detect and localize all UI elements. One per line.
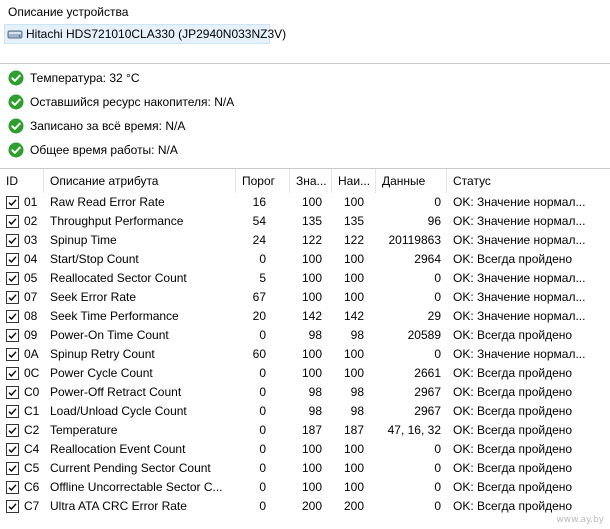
attribute-id: C0 — [24, 385, 40, 399]
threshold-cell: 67 — [252, 290, 266, 304]
raw-data-cell: 96 — [427, 214, 441, 228]
value-cell: 100 — [301, 195, 322, 209]
threshold-cell: 16 — [252, 195, 266, 209]
column-header-worst[interactable]: Наи... — [332, 169, 376, 193]
hard-drive-icon — [7, 26, 23, 42]
status-cell: OK: Всегда пройдено — [453, 461, 573, 475]
status-cell: OK: Всегда пройдено — [453, 328, 573, 342]
row-checkbox[interactable] — [6, 348, 19, 361]
table-row[interactable] — [0, 364, 610, 383]
value-cell: 100 — [301, 271, 322, 285]
raw-data-cell: 0 — [434, 499, 441, 513]
attribute-id: C6 — [24, 480, 40, 494]
raw-data-cell: 0 — [434, 290, 441, 304]
threshold-cell: 0 — [259, 328, 266, 342]
worst-cell: 100 — [343, 480, 364, 494]
value-cell: 100 — [301, 290, 322, 304]
attribute-name: Seek Error Rate — [50, 290, 137, 304]
checkmark-icon — [7, 254, 18, 265]
value-cell: 98 — [308, 385, 322, 399]
attribute-id: C2 — [24, 423, 40, 437]
row-checkbox[interactable] — [6, 367, 19, 380]
worst-cell: 98 — [350, 385, 364, 399]
worst-cell: 200 — [343, 499, 364, 513]
attribute-name: Raw Read Error Rate — [50, 195, 165, 209]
checkmark-icon — [7, 425, 18, 436]
attribute-name: Spinup Retry Count — [50, 347, 155, 361]
attribute-id: C5 — [24, 461, 40, 475]
status-cell: OK: Всегда пройдено — [453, 404, 573, 418]
checkmark-icon — [7, 330, 18, 341]
value-cell: 98 — [308, 328, 322, 342]
threshold-cell: 24 — [252, 233, 266, 247]
value-cell: 100 — [301, 252, 322, 266]
status-item-total-uptime — [8, 141, 178, 159]
table-row[interactable] — [0, 345, 610, 364]
raw-data-cell: 0 — [434, 271, 441, 285]
checkmark-icon — [7, 197, 18, 208]
checkmark-icon — [7, 216, 18, 227]
column-header-threshold[interactable]: Порог — [236, 169, 290, 193]
table-row[interactable] — [0, 497, 610, 516]
raw-data-cell: 0 — [434, 195, 441, 209]
threshold-cell: 0 — [259, 404, 266, 418]
table-row[interactable] — [0, 459, 610, 478]
checkmark-icon — [7, 311, 18, 322]
attribute-name: Throughput Performance — [50, 214, 184, 228]
value-cell: 100 — [301, 461, 322, 475]
table-row[interactable] — [0, 383, 610, 402]
checkmark-icon — [7, 387, 18, 398]
worst-cell: 100 — [343, 195, 364, 209]
ok-green-check-icon — [8, 94, 24, 110]
table-row[interactable] — [0, 212, 610, 231]
attribute-id: 02 — [24, 214, 38, 228]
threshold-cell: 0 — [259, 252, 266, 266]
raw-data-cell: 29 — [427, 309, 441, 323]
smart-attributes-table — [0, 169, 610, 529]
attribute-id: 08 — [24, 309, 38, 323]
status-text: Температура: 32 °C — [30, 71, 140, 85]
attribute-id: 04 — [24, 252, 38, 266]
status-cell: OK: Всегда пройдено — [453, 442, 573, 456]
status-cell: OK: Всегда пройдено — [453, 480, 573, 494]
checkmark-icon — [7, 444, 18, 455]
row-checkbox[interactable] — [6, 329, 19, 342]
row-checkbox[interactable] — [6, 291, 19, 304]
checkmark-icon — [7, 368, 18, 379]
row-checkbox[interactable] — [6, 443, 19, 456]
value-cell: 100 — [301, 480, 322, 494]
checkmark-icon — [7, 406, 18, 417]
value-cell: 142 — [301, 309, 322, 323]
ok-green-check-icon — [8, 70, 24, 86]
raw-data-cell: 0 — [434, 461, 441, 475]
raw-data-cell: 0 — [434, 347, 441, 361]
table-row[interactable] — [0, 478, 610, 497]
raw-data-cell: 2967 — [414, 385, 441, 399]
attribute-name: Seek Time Performance — [50, 309, 179, 323]
status-cell: OK: Значение нормал... — [453, 271, 586, 285]
worst-cell: 142 — [343, 309, 364, 323]
status-cell: OK: Значение нормал... — [453, 347, 586, 361]
column-header-attribute[interactable]: Описание атрибута — [44, 169, 236, 193]
ok-green-check-icon — [8, 142, 24, 158]
table-row[interactable] — [0, 193, 610, 212]
attribute-id: 0A — [24, 347, 39, 361]
value-cell: 200 — [301, 499, 322, 513]
worst-cell: 100 — [343, 347, 364, 361]
status-cell: OK: Значение нормал... — [453, 233, 586, 247]
value-cell: 135 — [301, 214, 322, 228]
value-cell: 100 — [301, 442, 322, 456]
threshold-cell: 0 — [259, 423, 266, 437]
row-checkbox[interactable] — [6, 272, 19, 285]
attribute-name: Spinup Time — [50, 233, 117, 247]
attribute-name: Temperature — [50, 423, 118, 437]
raw-data-cell: 2661 — [414, 366, 441, 380]
attribute-id: 01 — [24, 195, 38, 209]
status-cell: OK: Значение нормал... — [453, 290, 586, 304]
checkmark-icon — [7, 235, 18, 246]
ok-green-check-icon — [8, 118, 24, 134]
checkmark-icon — [7, 501, 18, 512]
status-cell: OK: Значение нормал... — [453, 214, 586, 228]
column-header-status[interactable]: Статус — [453, 174, 491, 188]
status-cell: OK: Всегда пройдено — [453, 252, 573, 266]
table-row[interactable] — [0, 402, 610, 421]
table-row[interactable] — [0, 250, 610, 269]
raw-data-cell: 47, 16, 32 — [387, 423, 441, 437]
raw-data-cell: 0 — [434, 480, 441, 494]
row-checkbox[interactable] — [6, 253, 19, 266]
threshold-cell: 0 — [259, 480, 266, 494]
value-cell: 100 — [301, 366, 322, 380]
attribute-name: Power Cycle Count — [50, 366, 153, 380]
worst-cell: 100 — [343, 442, 364, 456]
checkmark-icon — [7, 463, 18, 474]
table-header — [0, 169, 610, 193]
table-row[interactable] — [0, 440, 610, 459]
raw-data-cell: 20119863 — [388, 233, 441, 247]
attribute-name: Reallocation Event Count — [50, 442, 186, 456]
attribute-name: Start/Stop Count — [50, 252, 139, 266]
status-item-remaining-life — [8, 93, 234, 111]
status-item-total-written — [8, 117, 185, 135]
worst-cell: 187 — [343, 423, 364, 437]
status-cell: OK: Всегда пройдено — [453, 499, 573, 513]
device-description-panel — [0, 0, 610, 63]
column-header-value[interactable]: Зна... — [290, 169, 332, 193]
worst-cell: 100 — [343, 271, 364, 285]
attribute-id: 0C — [24, 366, 40, 380]
watermark: www.ay.by — [556, 515, 604, 525]
table-row[interactable] — [0, 421, 610, 440]
table-row[interactable] — [0, 231, 610, 250]
row-checkbox[interactable] — [6, 424, 19, 437]
value-cell: 122 — [301, 233, 322, 247]
status-cell: OK: Значение нормал... — [453, 195, 586, 209]
attribute-id: 07 — [24, 290, 38, 304]
status-text: Оставшийся ресурс накопителя: N/A — [30, 95, 235, 109]
status-cell: OK: Значение нормал... — [453, 309, 586, 323]
worst-cell: 122 — [343, 233, 364, 247]
attribute-id: C1 — [24, 404, 40, 418]
health-status-list — [0, 64, 610, 168]
column-header-data[interactable]: Данные — [376, 169, 447, 193]
attribute-name: Reallocated Sector Count — [50, 271, 187, 285]
threshold-cell: 0 — [259, 499, 266, 513]
attribute-name: Ultra ATA CRC Error Rate — [50, 499, 187, 513]
device-name: Hitachi HDS721010CLA330 (JP2940N033NZ3V) — [26, 27, 287, 41]
row-checkbox[interactable] — [6, 310, 19, 323]
checkmark-icon — [7, 273, 18, 284]
worst-cell: 135 — [343, 214, 364, 228]
worst-cell: 98 — [350, 328, 364, 342]
row-checkbox[interactable] — [6, 481, 19, 494]
threshold-cell: 0 — [259, 366, 266, 380]
worst-cell: 100 — [343, 252, 364, 266]
table-row[interactable] — [0, 326, 610, 345]
value-cell: 100 — [301, 347, 322, 361]
worst-cell: 98 — [350, 404, 364, 418]
attribute-name: Offline Uncorrectable Sector C... — [50, 480, 223, 494]
worst-cell: 100 — [343, 461, 364, 475]
row-checkbox[interactable] — [6, 500, 19, 513]
attribute-id: 05 — [24, 271, 38, 285]
value-cell: 187 — [301, 423, 322, 437]
attribute-id: C7 — [24, 499, 40, 513]
attribute-id: 03 — [24, 233, 38, 247]
attribute-id: C4 — [24, 442, 40, 456]
threshold-cell: 54 — [252, 214, 266, 228]
checkmark-icon — [7, 292, 18, 303]
column-header-id[interactable]: ID — [0, 169, 44, 193]
row-checkbox[interactable] — [6, 234, 19, 247]
status-text: Общее время работы: N/A — [30, 143, 178, 157]
threshold-cell: 5 — [259, 271, 266, 285]
status-item-temperature — [8, 69, 140, 87]
attribute-name: Load/Unload Cycle Count — [50, 404, 187, 418]
threshold-cell: 0 — [259, 385, 266, 399]
table-row[interactable] — [0, 307, 610, 326]
attribute-name: Power-Off Retract Count — [50, 385, 182, 399]
status-cell: OK: Всегда пройдено — [453, 423, 573, 437]
attribute-name: Current Pending Sector Count — [50, 461, 211, 475]
attribute-name: Power-On Time Count — [50, 328, 169, 342]
raw-data-cell: 2967 — [414, 404, 441, 418]
raw-data-cell: 0 — [434, 442, 441, 456]
row-checkbox[interactable] — [6, 462, 19, 475]
status-cell: OK: Всегда пройдено — [453, 385, 573, 399]
table-row[interactable] — [0, 269, 610, 288]
status-text: Записано за всё время: N/A — [30, 119, 186, 133]
raw-data-cell: 20589 — [407, 328, 441, 342]
row-checkbox[interactable] — [6, 386, 19, 399]
checkmark-icon — [7, 482, 18, 493]
raw-data-cell: 2964 — [414, 252, 441, 266]
row-checkbox[interactable] — [6, 196, 19, 209]
threshold-cell: 60 — [252, 347, 266, 361]
worst-cell: 100 — [343, 290, 364, 304]
device-section-title: Описание устройства — [8, 5, 129, 19]
worst-cell: 100 — [343, 366, 364, 380]
attribute-id: 09 — [24, 328, 38, 342]
row-checkbox[interactable] — [6, 215, 19, 228]
device-list-item[interactable] — [4, 24, 287, 44]
value-cell: 98 — [308, 404, 322, 418]
table-row[interactable] — [0, 288, 610, 307]
row-checkbox[interactable] — [6, 405, 19, 418]
checkmark-icon — [7, 349, 18, 360]
threshold-cell: 20 — [252, 309, 266, 323]
threshold-cell: 0 — [259, 442, 266, 456]
threshold-cell: 0 — [259, 461, 266, 475]
status-cell: OK: Всегда пройдено — [453, 366, 573, 380]
